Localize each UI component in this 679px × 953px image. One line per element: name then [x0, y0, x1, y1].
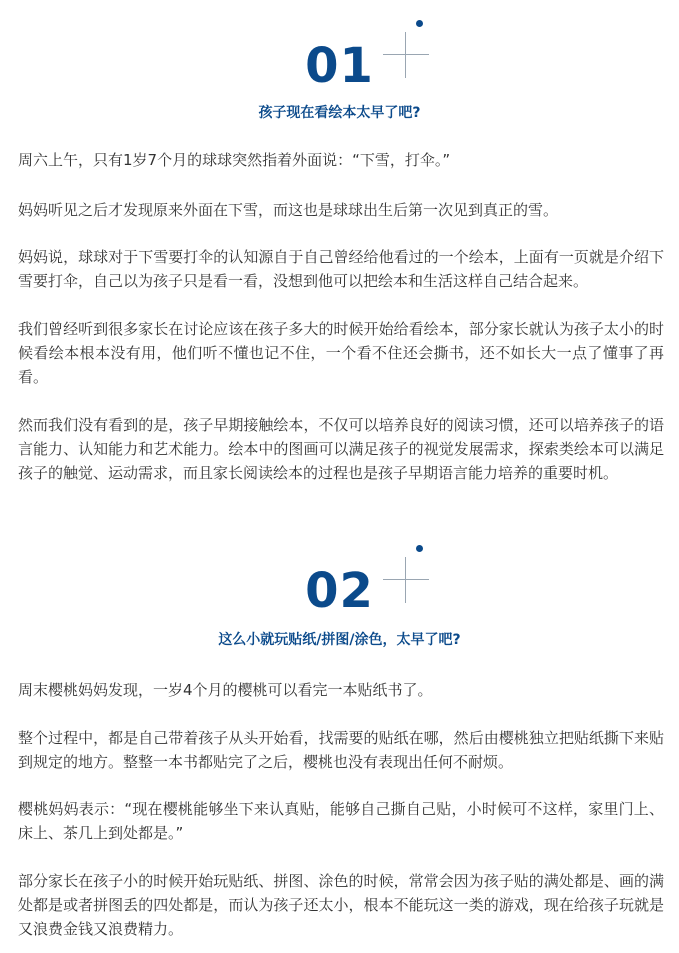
paragraph: 部分家长在孩子小的时候开始玩贴纸、拼图、涂色的时候，常常会因为孩子贴的满处都是、画的满处都是或者拼图丢的四处都是，而认为孩子还太小，根本不能玩这一类的游戏，现在给孩子玩就是又浪费金钱又浪费精力。	[18, 872, 664, 938]
crosshair-decoration-icon	[383, 557, 429, 603]
paragraph: 周末樱桃妈妈发现，一岁4个月的樱桃可以看完一本贴纸书了。	[18, 681, 433, 699]
crosshair-decoration-icon	[383, 32, 429, 78]
section-2-title: 这么小就玩贴纸/拼图/涂色，太早了吧?	[218, 632, 461, 648]
section-2-number-wrap	[0, 563, 679, 633]
paragraph: 整个过程中，都是自己带着孩子从头开始看，找需要的贴纸在哪，然后由樱桃独立把贴纸撕下来贴到规定的地方。整整一本书都贴完了之后，樱桃也没有表现出任何不耐烦。	[18, 729, 664, 771]
paragraph: 妈妈听见之后才发现原来外面在下雪，而这也是球球出生后第一次见到真正的雪。	[18, 201, 559, 219]
paragraph: 我们曾经听到很多家长在讨论应该在孩子多大的时候开始给看绘本，部分家长就认为孩子太小的时候看绘本根本没有用，他们听不懂也记不住，一个看不住还会撕书，还不如长大一点了懂事了再看。	[18, 320, 664, 386]
section-1-title: 孩子现在看绘本太早了吧?	[258, 105, 421, 121]
paragraph: 樱桃妈妈表示：“现在樱桃能够坐下来认真贴，能够自己撕自己贴，小时候可不这样，家里门上、床上、茶几上到处都是。”	[18, 800, 664, 842]
section-1-number: 01	[305, 38, 374, 94]
section-2-number: 02	[305, 563, 374, 619]
section-2-header	[0, 563, 679, 633]
section-1-header	[0, 38, 679, 108]
paragraph: 妈妈说，球球对于下雪要打伞的认知源自于自己曾经给他看过的一个绘本，上面有一页就是介绍下雪要打伞，自己以为孩子只是看一看，没想到他可以把绘本和生活这样自己结合起来。	[18, 248, 664, 290]
section-1-number-wrap	[0, 38, 679, 108]
paragraph: 然而我们没有看到的是，孩子早期接触绘本，不仅可以培养良好的阅读习惯，还可以培养孩子的语言能力、认知能力和艺术能力。绘本中的图画可以满足孩子的视觉发展需求，探索类绘本可以满足孩子的触觉、运动需求，而且家长阅读绘本的过程也是孩子早期语言能力培养的重要时机。	[18, 416, 664, 482]
paragraph: 周六上午，只有1岁7个月的球球突然指着外面说：“下雪，打伞。”	[18, 151, 451, 169]
